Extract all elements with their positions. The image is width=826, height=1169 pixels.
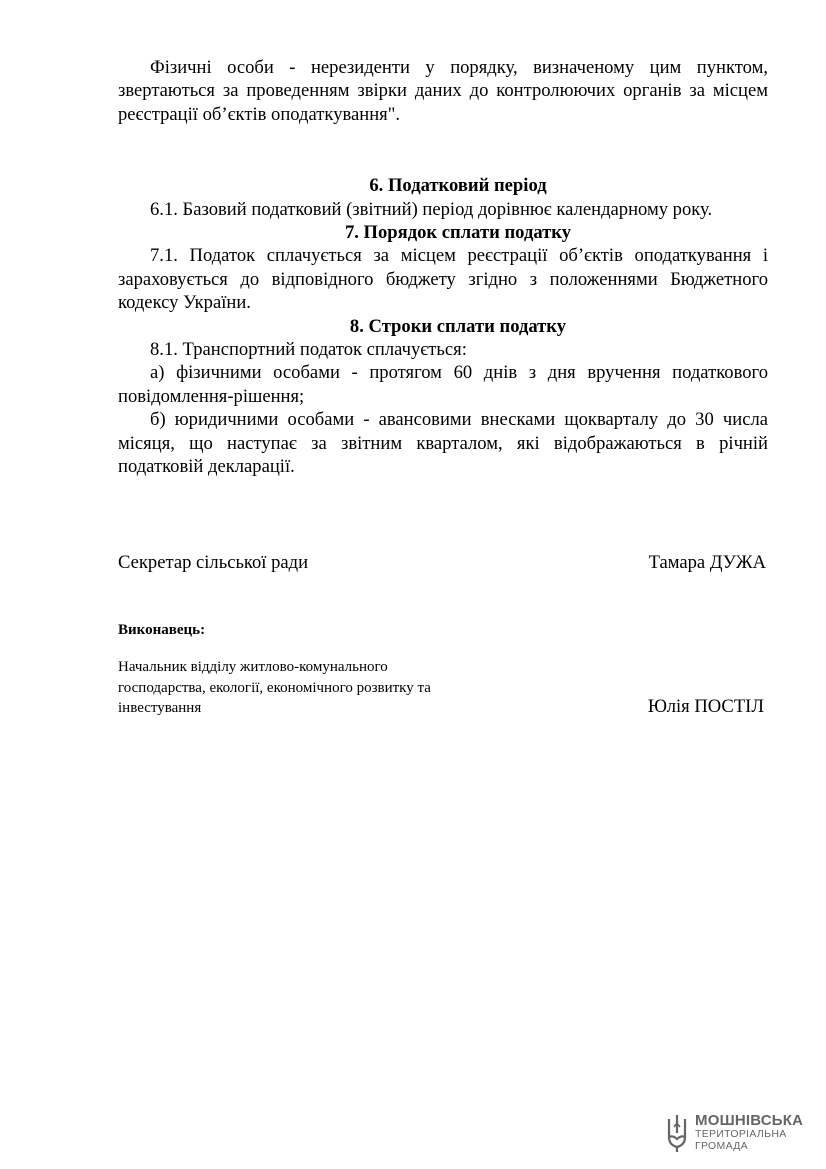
executor-name: Юлія ПОСТІЛ [647, 696, 764, 717]
section-7-heading: 7. Порядок сплати податку [344, 222, 572, 244]
signature-title: Секретар сільської ради [118, 552, 309, 573]
executor-line-1: Начальник відділу житлово-комунального [118, 659, 388, 675]
section-8-heading: 8. Строки сплати податку [349, 315, 567, 337]
community-logo [664, 1113, 803, 1158]
executor-line-2: господарства, екології, економічного розвитку та [118, 679, 431, 696]
executor-block [118, 657, 764, 719]
executor-line-3: інвестування [118, 700, 202, 716]
document-body [118, 56, 768, 479]
trident-icon [664, 1113, 690, 1158]
logo-subtitle-2: ГРОМАДА [695, 1139, 748, 1152]
signature-name: Тамара ДУЖА [648, 552, 766, 573]
paragraph-8-1: 8.1. Транспортний податок сплачується: [150, 339, 467, 361]
paragraph-8-1-b: б) юридичними особами - авансовими внесками щокварталу до 30 числа місяця, що наступає за звітним кварталом, які відображаються в річній податковій декларації. [118, 409, 768, 478]
paragraph-8-1-a: а) фізичними особами - протягом 60 днів з дня вручення податкового повідомлення-рішення; [118, 362, 768, 407]
logo-subtitle-1: ТЕРИТОРІАЛЬНА [695, 1128, 787, 1140]
section-6-heading: 6. Податковий період [369, 175, 547, 197]
executor-label: Виконавець: [118, 622, 206, 638]
paragraph-7-1: 7.1. Податок сплачується за місцем реєстрації об’єктів оподаткування і зараховується до відповідного бюджету згідно з положеннями Бюджетного кодексу України. [118, 245, 768, 314]
signature-row [118, 551, 766, 575]
paragraph-6-1: 6.1. Базовий податковий (звітний) період дорівнює календарному року. [150, 198, 713, 220]
logo-title: МОШНІВСЬКА [695, 1112, 804, 1129]
paragraph-non-residents: Фізичні особи - нерезиденти у порядку, визначеному цим пунктом, звертаються за проведенням звірки даних до контролюючих органів за місцем реєстрації об’єктів оподаткування". [118, 57, 768, 125]
